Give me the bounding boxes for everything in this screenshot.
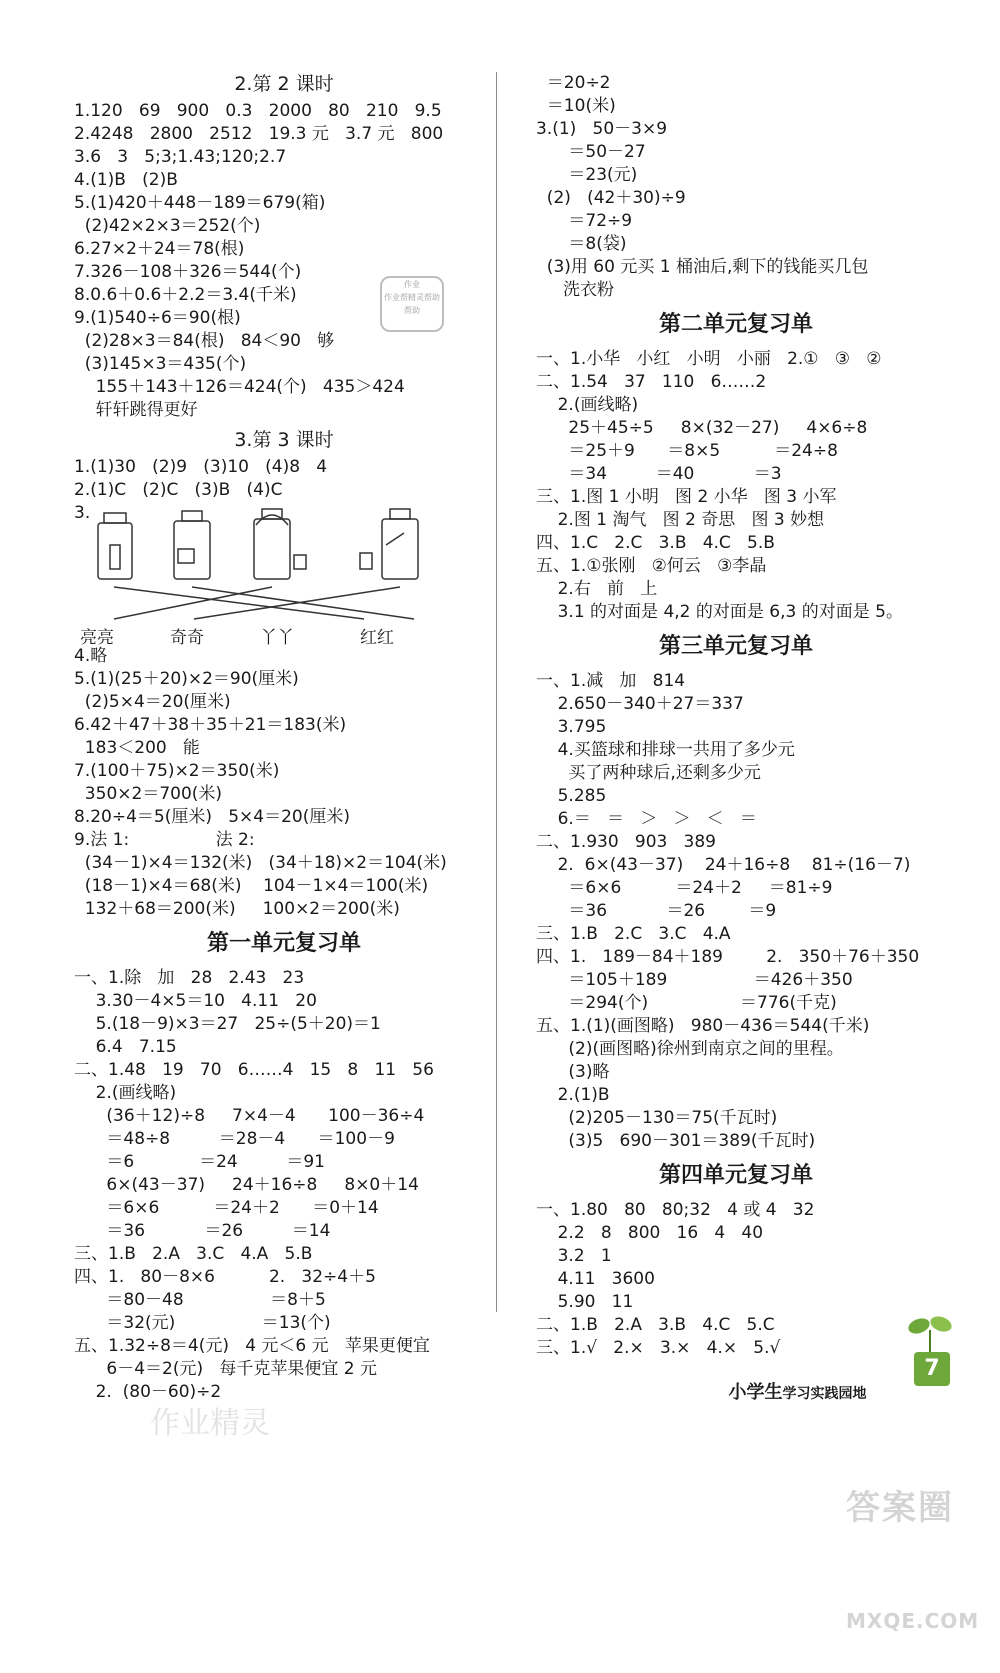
answer-line: 2. 6×(43－37) 24＋16÷8 81÷(16－7) <box>536 855 911 875</box>
answer-line: 五、1.(1)(画图略) 980－436＝544(千米) <box>536 1016 870 1036</box>
answer-line: 7.(100＋75)×2＝350(米) <box>74 761 280 781</box>
answer-line: ＝36 ＝26 ＝9 <box>536 901 777 921</box>
answer-line: 3.1 的对面是 4,2 的对面是 6,3 的对面是 5。 <box>536 602 903 622</box>
brand-sub: 学习实践园地 <box>782 1386 867 1402</box>
answer-line: 155＋143＋126＝424(个) 435＞424 <box>74 377 405 397</box>
answer-line: (36＋12)÷8 7×4－4 100－36÷4 <box>74 1106 425 1126</box>
answer-line: (2)28×3＝84(根) 84＜90 够 <box>74 331 335 351</box>
thermos-drawing <box>74 505 494 623</box>
answer-line: ＝36 ＝26 ＝14 <box>74 1221 331 1241</box>
answer-line: 一、1.减 加 814 <box>536 671 686 691</box>
answer-line: 4.11 3600 <box>536 1269 655 1289</box>
answer-line: 2.图 1 淘气 图 2 奇思 图 3 妙想 <box>536 510 825 530</box>
answer-line: 四、1. 80－8×6 2. 32÷4＋5 <box>74 1267 376 1287</box>
answer-line: 五、1.①张刚 ②何云 ③李晶 <box>536 556 767 576</box>
answer-line: 7.326－108＋326＝544(个) <box>74 262 302 282</box>
answer-line: 一、1.80 80 80;32 4 或 4 32 <box>536 1200 815 1220</box>
answer-line: 2.(画线略) <box>536 395 639 415</box>
answer-line: 二、1.48 19 70 6……4 15 8 11 56 <box>74 1060 434 1080</box>
answer-line: ＝6×6 ＝24＋2 ＝81÷9 <box>536 878 833 898</box>
unit2-answers <box>536 348 936 624</box>
page-number: 7 <box>914 1352 950 1386</box>
answer-line: ＝6×6 ＝24＋2 ＝0＋14 <box>74 1198 379 1218</box>
answer-line: (2)42×2×3＝252(个) <box>74 216 261 236</box>
lesson2-heading: 2.第 2 课时 <box>234 73 334 95</box>
answer-line: 9.(1)540÷6＝90(根) <box>74 308 241 328</box>
answer-line: 3.(1) 50－3×9 <box>536 119 668 139</box>
answer-line: 二、1.B 2.A 3.B 4.C 5.C <box>536 1315 775 1335</box>
answer-line: ＝50－27 <box>536 142 646 162</box>
answer-line: ＝105＋189 ＝426＋350 <box>536 970 853 990</box>
answer-line: (3)145×3＝435(个) <box>74 354 247 374</box>
answer-line: 5.(1)(25＋20)×2＝90(厘米) <box>74 669 299 689</box>
stamp-line: 帮助 <box>404 306 420 315</box>
answer-line: 6.＝ ＝ ＞ ＞ ＜ ＝ <box>536 809 757 829</box>
figure-label-honghong: 红红 <box>360 628 394 648</box>
right-column <box>536 72 936 1360</box>
answer-line: (3)略 <box>536 1062 610 1082</box>
unit3-answers <box>536 670 936 1153</box>
stamp-mark <box>380 276 444 332</box>
answer-line: 五、1.32÷8＝4(元) 4 元＜6 元 苹果更便宜 <box>74 1336 430 1356</box>
answer-line: 5.90 11 <box>536 1292 634 1312</box>
answer-line: 2.(1)C (2)C (3)B (4)C <box>74 480 283 500</box>
continued-answers <box>536 72 936 302</box>
answer-line: 洗衣粉 <box>536 280 615 300</box>
answer-line: 3.30－4×5＝10 4.11 20 <box>74 991 317 1011</box>
left-column <box>74 72 494 1404</box>
unit3-heading: 第三单元复习单 <box>658 634 813 659</box>
answer-line: ＝72÷9 <box>536 211 633 231</box>
answer-line: 二、1.930 903 389 <box>536 832 716 852</box>
stamp-line: 作业帮精灵帮助 <box>384 293 440 302</box>
answer-line: 四、1. 189－84＋189 2. 350＋76＋350 <box>536 947 920 967</box>
answer-line: 2.(画线略) <box>74 1083 177 1103</box>
answer-line: 2.650－340＋27＝337 <box>536 694 744 714</box>
answer-line: 4.买篮球和排球一共用了多少元 <box>536 740 795 760</box>
answer-line: (2) (42＋30)÷9 <box>536 188 686 208</box>
watermark-text: 答案圈 <box>846 1488 954 1528</box>
answer-line: ＝20÷2 <box>536 73 611 93</box>
answer-line: 二、1.54 37 110 6……2 <box>536 372 767 392</box>
answer-line: 6.27×2＋24＝78(根) <box>74 239 245 259</box>
answer-line: 三、1.B 2.A 3.C 4.A 5.B <box>74 1244 313 1264</box>
answer-line: ＝10(米) <box>536 96 616 116</box>
answer-line: ＝23(元) <box>536 165 638 185</box>
answer-line: 8.20÷4＝5(厘米) 5×4＝20(厘米) <box>74 807 350 827</box>
answer-line: 3.2 1 <box>536 1246 612 1266</box>
answer-line: 2.2 8 800 16 4 40 <box>536 1223 764 1243</box>
answer-line: (2)205－130＝75(千瓦时) <box>536 1108 778 1128</box>
unit4-heading: 第四单元复习单 <box>658 1163 813 1188</box>
answer-line: (34－1)×4＝132(米) (34＋18)×2＝104(米) <box>74 853 447 873</box>
answer-line: 183＜200 能 <box>74 738 200 758</box>
answer-line: ＝8(袋) <box>536 234 627 254</box>
answer-line: 1.120 69 900 0.3 2000 80 210 9.5 <box>74 101 442 121</box>
lesson3-answers-continued <box>74 645 494 921</box>
answer-line: 2.4248 2800 2512 19.3 元 3.7 元 800 <box>74 124 444 144</box>
answer-line: ＝80－48 ＝8＋5 <box>74 1290 326 1310</box>
thermos-matching-figure <box>74 505 494 648</box>
answer-line: 4.略 <box>74 646 108 666</box>
answer-line: 5.(1)420＋448－189＝679(箱) <box>74 193 326 213</box>
answer-line: 6－4＝2(元) 每千克苹果便宜 2 元 <box>74 1359 377 1379</box>
answer-line: 一、1.小华 小红 小明 小丽 2.① ③ ② <box>536 349 882 369</box>
faint-mark: 作业精灵 <box>150 1406 270 1441</box>
answer-line: 2.(1)B <box>536 1085 610 1105</box>
answer-line: 5.(18－9)×3＝27 25÷(5＋20)＝1 <box>74 1014 381 1034</box>
brand-main: 小学生 <box>728 1382 783 1403</box>
figure-label-qiqi: 奇奇 <box>170 628 204 648</box>
answer-line: ＝32(元) ＝13(个) <box>74 1313 331 1333</box>
figure-label-liangliang: 亮亮 <box>80 628 114 648</box>
answer-line: (18－1)×4＝68(米) 104－1×4＝100(米) <box>74 876 429 896</box>
answer-line: ＝34 ＝40 ＝3 <box>536 464 782 484</box>
answer-line: 4.(1)B (2)B <box>74 170 178 190</box>
column-divider <box>496 72 497 1312</box>
unit4-answers <box>536 1199 936 1360</box>
answer-line: 9.法 1: 法 2: <box>74 830 255 850</box>
answer-line: ＝25＋9 ＝8×5 ＝24÷8 <box>536 441 838 461</box>
answer-line: 三、1.图 1 小明 图 2 小华 图 3 小军 <box>536 487 837 507</box>
answer-line: 6.4 7.15 <box>74 1037 177 1057</box>
unit2-heading: 第二单元复习单 <box>658 312 813 337</box>
answer-line: 2.右 前 上 <box>536 579 658 599</box>
answer-line: 一、1.除 加 28 2.43 23 <box>74 968 305 988</box>
answer-line: 买了两种球后,还剩多少元 <box>536 763 761 783</box>
answer-line: 132＋68＝200(米) 100×2＝200(米) <box>74 899 400 919</box>
watermark-url: MXQE.COM <box>846 1609 980 1633</box>
answer-line: 轩轩跳得更好 <box>74 400 198 420</box>
answer-line: 四、1.C 2.C 3.B 4.C 5.B <box>536 533 775 553</box>
watermark <box>846 1400 979 1673</box>
answer-line: 6.42＋47＋38＋35＋21＝183(米) <box>74 715 347 735</box>
answer-line: (2)(画图略)徐州到南京之间的里程。 <box>536 1039 844 1059</box>
answer-line: (3)用 60 元买 1 桶油后,剩下的钱能买几包 <box>536 257 869 277</box>
answer-line: 350×2＝700(米) <box>74 784 223 804</box>
unit1-answers <box>74 967 494 1404</box>
answer-line: 5.285 <box>536 786 607 806</box>
stamp-line: 作业 <box>404 280 420 289</box>
answer-line: 2. (80－60)÷2 <box>74 1382 222 1402</box>
answer-line: (3)5 690－301＝389(千瓦时) <box>536 1131 816 1151</box>
answer-line: ＝6 ＝24 ＝91 <box>74 1152 325 1172</box>
answer-line: ＝294(个) ＝776(千克) <box>536 993 837 1013</box>
answer-line: 6×(43－37) 24＋16÷8 8×0＋14 <box>74 1175 419 1195</box>
answer-line: ＝48÷8 ＝28－4 ＝100－9 <box>74 1129 395 1149</box>
brand-logo <box>716 1357 867 1404</box>
answer-line: 25＋45÷5 8×(32－27) 4×6÷8 <box>536 418 868 438</box>
lesson2-answers <box>74 100 494 422</box>
unit1-heading: 第一单元复习单 <box>206 931 361 956</box>
answer-line: 8.0.6＋0.6＋2.2＝3.4(千米) <box>74 285 297 305</box>
answer-line: 三、1.B 2.C 3.C 4.A <box>536 924 731 944</box>
answer-line: 1.(1)30 (2)9 (3)10 (4)8 4 <box>74 457 328 477</box>
answer-line: (2)5×4＝20(厘米) <box>74 692 231 712</box>
answer-line: 3. <box>74 503 91 523</box>
answer-line: 三、1.√ 2.× 3.× 4.× 5.√ <box>536 1338 781 1358</box>
lesson3-heading: 3.第 3 课时 <box>234 429 334 451</box>
answer-line: 3.6 3 5;3;1.43;120;2.7 <box>74 147 287 167</box>
figure-label-yaya: 丫丫 <box>260 628 294 648</box>
sprout-icon <box>905 1312 955 1354</box>
answer-line: 3.795 <box>536 717 607 737</box>
